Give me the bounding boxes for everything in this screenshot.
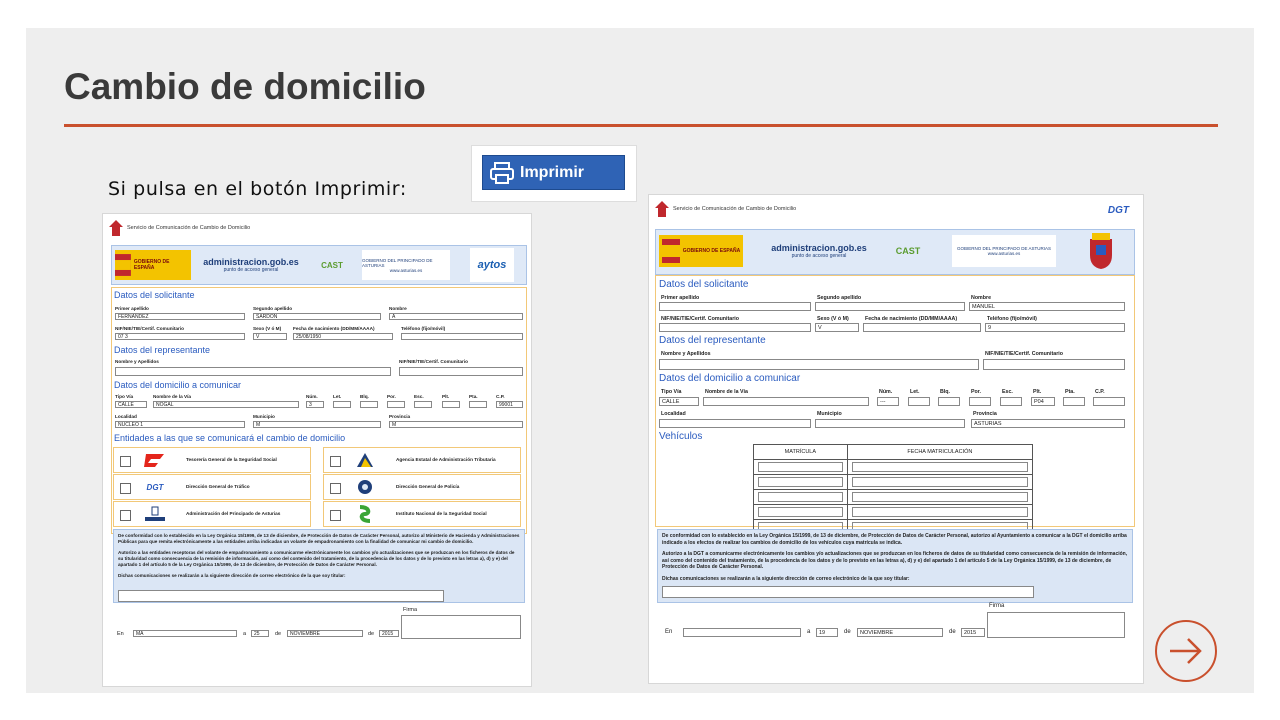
let-field[interactable] xyxy=(908,397,930,406)
logo-gobierno: GOBIERNO DE ESPAÑA xyxy=(115,250,191,280)
title-divider xyxy=(64,124,1218,127)
representante-nif-field[interactable] xyxy=(983,359,1125,370)
dia-field[interactable]: 19 xyxy=(816,628,838,637)
provincia-field[interactable]: M xyxy=(389,421,523,428)
table-row xyxy=(754,475,1033,490)
section-representante: Datos del representante xyxy=(114,345,211,355)
municipal-shield-icon xyxy=(1084,232,1118,270)
legal-consent-box xyxy=(657,529,1133,603)
fecha-nacimiento-field[interactable]: 25/08/1950 xyxy=(293,333,393,340)
dia-field[interactable]: 25 xyxy=(251,630,269,637)
logo-asturias: GOBIERNO DEL PRINCIPADO DE ASTURIAS www.asturias.es xyxy=(952,235,1056,267)
cp-field[interactable]: 99001 xyxy=(496,401,523,408)
label-por: Por. xyxy=(971,389,982,395)
label-fecha-nacimiento: Fecha de nacimiento (DD/MM/AAAA) xyxy=(293,326,375,331)
label-primer-apellido: Primer apellido xyxy=(661,295,700,301)
table-row xyxy=(754,505,1033,520)
label-num: Núm. xyxy=(879,389,893,395)
coat-of-arms-icon xyxy=(662,239,680,263)
logo-aytos: aytos xyxy=(470,248,514,282)
municipio-field[interactable] xyxy=(815,419,965,428)
segundo-apellido-field[interactable]: SARDON xyxy=(253,313,381,320)
firma-box[interactable] xyxy=(401,615,521,639)
entity-name: Administración del Principado de Asturias xyxy=(186,511,281,516)
label-nombre-via: Nombre de la Vía xyxy=(153,394,192,399)
label-a: a xyxy=(243,631,247,637)
pta-field[interactable] xyxy=(469,401,487,408)
label-telefono: Teléfono (fijo/móvil) xyxy=(987,316,1037,322)
let-field[interactable] xyxy=(333,401,351,408)
label-blq: Blq. xyxy=(940,389,951,395)
lugar-field[interactable]: MA xyxy=(133,630,237,637)
policia-logo-icon xyxy=(352,478,378,496)
nombre-via-field[interactable] xyxy=(703,397,869,406)
tipo-via-field[interactable]: CALLE xyxy=(659,397,699,406)
intro-text: Si pulsa en el botón Imprimir: xyxy=(108,178,407,200)
vehiculos-table xyxy=(753,444,1033,535)
logo-cast: CAST xyxy=(312,250,352,280)
inss-logo-icon xyxy=(352,505,378,523)
label-nombre-apellidos: Nombre y Apellidos xyxy=(115,359,159,364)
primer-apellido-field[interactable] xyxy=(659,302,811,311)
nombre-via-field[interactable]: NOGAL xyxy=(153,401,299,408)
por-field[interactable] xyxy=(387,401,405,408)
esc-field[interactable] xyxy=(414,401,432,408)
mes-field[interactable]: NOVIEMBRE xyxy=(287,630,363,637)
section-solicitante: Datos del solicitante xyxy=(659,279,749,290)
legal-text: Autorizo a las entidades receptoras del volante de empadronamiento a comunicarme electrónicamente los cambios y/o actualizaciones que se produzcan en los ficheros de datos de su titularidad como consecuencia de la remisión de información, así como del contenido del tratamiento, de la procedencia de los datos y de lo previsto en las letras a), d) y e) del apartado 1 del artículo 5 de la Ley Orgánica 15/1999, de 13 de diciembre, de Protección de Datos de Carácter Personal. xyxy=(118,550,515,567)
form-header-text: Servicio de Comunicación de Cambio de Domicilio xyxy=(127,225,251,231)
entity-row xyxy=(113,501,311,527)
lugar-field[interactable] xyxy=(683,628,801,637)
label-tipo-via: Tipo Vía xyxy=(661,389,682,395)
label-de: de xyxy=(275,631,282,637)
matricula-field[interactable] xyxy=(758,477,843,487)
arrow-right-icon xyxy=(1168,637,1204,665)
logo-banner xyxy=(111,245,527,285)
entity-checkbox[interactable] xyxy=(330,510,341,521)
form-header xyxy=(655,201,796,217)
label-nombre: Nombre xyxy=(389,306,407,311)
firma-box[interactable] xyxy=(987,612,1125,638)
entity-name: Dirección General de Policía xyxy=(396,484,460,489)
matricula-field[interactable] xyxy=(758,492,843,502)
entity-checkbox[interactable] xyxy=(330,456,341,467)
entity-row xyxy=(113,474,311,500)
tipo-via-field[interactable]: CALLE xyxy=(115,401,147,408)
legal-consent-box xyxy=(113,529,525,603)
matricula-field[interactable] xyxy=(758,507,843,517)
form-preview-right xyxy=(648,194,1144,684)
dgt-logo: DGT xyxy=(1107,205,1129,216)
label-a: a xyxy=(807,629,811,635)
label-nombre-apellidos: Nombre y Apellidos xyxy=(661,351,711,357)
nif-field[interactable] xyxy=(659,323,811,332)
representante-nif-field[interactable] xyxy=(399,367,523,376)
label-plt: Plt. xyxy=(1033,389,1042,395)
nombre-field[interactable]: MANUEL xyxy=(969,302,1125,311)
section-solicitante: Datos del solicitante xyxy=(114,290,195,300)
plt-field[interactable] xyxy=(442,401,460,408)
matricula-field[interactable] xyxy=(758,462,843,472)
entity-row xyxy=(323,447,521,473)
fecha-matriculacion-field[interactable] xyxy=(852,507,1028,517)
section-vehiculos: Vehículos xyxy=(659,431,703,442)
coat-of-arms-icon xyxy=(115,254,131,276)
label-en: En xyxy=(117,631,124,637)
col-fecha-matriculacion: FECHA MATRICULACIÓN xyxy=(847,445,1032,460)
municipio-field[interactable]: M xyxy=(253,421,381,428)
label-firma: Firma xyxy=(403,607,418,613)
table-row xyxy=(754,460,1033,475)
label-num: Núm. xyxy=(306,394,318,399)
nombre-field[interactable]: A xyxy=(389,313,523,320)
label-de: de xyxy=(949,629,956,635)
label-localidad: Localidad xyxy=(115,414,137,419)
entity-name: Tesorería General de la Seguridad Social xyxy=(186,457,277,462)
nif-field[interactable]: 07 3 xyxy=(115,333,245,340)
legal-text: De conformidad con lo establecido en la Ley Orgánica 15/1999, de 13 de diciembre, de Protección de Datos de Carácter Personal, autorizo al Ministerio de Hacienda y Administraciones Públicas para que remita electrónicamente a las entidades arriba indicadas un volante de empadronamiento con la finalidad de comunicar mi cambio de domicilio. xyxy=(118,533,520,544)
entity-checkbox[interactable] xyxy=(330,483,341,494)
house-logo-icon xyxy=(655,201,669,217)
entity-checkbox[interactable] xyxy=(120,456,131,467)
label-nif: NIF/NIE/TIE/Certif. Comunitario xyxy=(115,326,185,331)
section-domicilio: Datos del domicilio a comunicar xyxy=(114,380,242,390)
email-field[interactable] xyxy=(118,590,444,602)
provincia-field[interactable]: ASTURIAS xyxy=(971,419,1125,428)
fecha-matriculacion-field[interactable] xyxy=(852,477,1028,487)
logo-banner xyxy=(655,229,1135,275)
col-matricula: MATRÍCULA xyxy=(754,445,848,460)
representante-nombre-field[interactable] xyxy=(115,367,391,376)
slide-title: Cambio de domicilio xyxy=(64,66,426,107)
print-button[interactable] xyxy=(482,155,625,190)
label-telefono: Teléfono (fijo/móvil) xyxy=(401,326,446,331)
dgt-logo-icon: DGT xyxy=(146,482,164,492)
blq-field[interactable] xyxy=(360,401,378,408)
print-button-screenshot xyxy=(471,145,637,202)
form-header xyxy=(109,220,250,236)
label-let: Let. xyxy=(910,389,920,395)
label-tipo-via: Tipo Vía xyxy=(115,394,134,399)
telefono-field[interactable] xyxy=(401,333,523,340)
num-field[interactable]: --- xyxy=(877,397,899,406)
label-firma: Firma xyxy=(989,603,1005,609)
fecha-nacimiento-field[interactable] xyxy=(863,323,981,332)
label-de: de xyxy=(368,631,375,637)
representante-nombre-field[interactable] xyxy=(659,359,979,370)
label-municipio: Municipio xyxy=(253,414,275,419)
label-provincia: Provincia xyxy=(973,411,997,417)
print-button-label: Imprimir xyxy=(520,163,585,181)
label-esc: Esc. xyxy=(1002,389,1013,395)
label-pta: Pta. xyxy=(1065,389,1075,395)
form-header-text: Servicio de Comunicación de Cambio de Domicilio xyxy=(673,206,797,212)
logo-cast: CAST xyxy=(888,235,928,267)
cp-field[interactable] xyxy=(1093,397,1125,406)
telefono-field[interactable]: 9 xyxy=(985,323,1125,332)
label-primer-apellido: Primer apellido xyxy=(115,306,149,311)
mes-field[interactable]: NOVIEMBRE xyxy=(857,628,943,637)
aeat-logo-icon xyxy=(352,451,378,469)
label-en: En xyxy=(665,629,673,635)
label-municipio: Municipio xyxy=(817,411,842,417)
email-field[interactable] xyxy=(662,586,1034,598)
legal-text: Autorizo a la DGT a comunicarme electrónicamente los cambios y/o actualizaciones que se produzcan en los ficheros de datos de su titularidad como consecuencia de la remisión de información, así como del contenido del tratamiento, de la procedencia de los datos y de lo previsto en las letras a), d) y e) del apartado 1 del artículo 5 de la Ley Orgánica 15/1999, de 13 de diciembre, de Protección de Datos de Carácter Personal. xyxy=(662,551,1128,570)
esc-field[interactable] xyxy=(1000,397,1022,406)
label-nombre: Nombre xyxy=(971,295,992,301)
sexo-field[interactable]: V xyxy=(815,323,859,332)
primer-apellido-field[interactable]: FERNANDEZ xyxy=(115,313,245,320)
label-nombre-via: Nombre de la Vía xyxy=(705,389,748,395)
label-nif: NIF/NIE/TIE/Certif. Comunitario xyxy=(661,316,739,322)
entity-name: Dirección General de Tráfico xyxy=(186,484,250,489)
label-por: Por. xyxy=(387,394,396,399)
table-row xyxy=(754,490,1033,505)
por-field[interactable] xyxy=(969,397,991,406)
entity-row xyxy=(323,474,521,500)
label-cp: C.P. xyxy=(1095,389,1105,395)
label-esc: Esc. xyxy=(414,394,424,399)
entity-name: Instituto Nacional de la Seguridad Social xyxy=(396,511,487,516)
anio-field[interactable]: 2015 xyxy=(961,628,985,637)
section-entidades: Entidades a las que se comunicará el cambio de domicilio xyxy=(114,433,346,443)
label-pta: Pta. xyxy=(469,394,478,399)
entity-row xyxy=(113,447,311,473)
label-cp: C.P. xyxy=(496,394,505,399)
localidad-field[interactable] xyxy=(659,419,811,428)
label-nif-representante: NIF/NIE/TIE/Certif. Comunitario xyxy=(399,359,469,364)
label-localidad: Localidad xyxy=(661,411,686,417)
label-let: Let. xyxy=(333,394,342,399)
entity-row xyxy=(323,501,521,527)
legal-text: Dichas comunicaciones se realizarán a la siguiente dirección de correo electrónico de la que soy titular: xyxy=(662,575,910,582)
section-domicilio: Datos del domicilio a comunicar xyxy=(659,373,801,384)
segundo-apellido-field[interactable] xyxy=(815,302,965,311)
blq-field[interactable] xyxy=(938,397,960,406)
anio-field[interactable]: 2015 xyxy=(379,630,399,637)
label-sexo: Sexo (V ó M) xyxy=(253,326,282,331)
num-field[interactable]: 3 xyxy=(306,401,324,408)
label-segundo-apellido: Segundo apellido xyxy=(817,295,862,301)
entity-checkbox[interactable] xyxy=(120,483,131,494)
logo-asturias: GOBIERNO DEL PRINCIPADO DE ASTURIAS www.asturias.es xyxy=(362,250,450,280)
fecha-matriculacion-field[interactable] xyxy=(852,492,1028,502)
logo-administracion: administracion.gob.es punto de acceso general xyxy=(764,235,874,267)
asturias-logo-icon xyxy=(142,505,168,523)
label-provincia: Provincia xyxy=(389,414,411,419)
localidad-field[interactable]: NUCLEO 1 xyxy=(115,421,245,428)
label-sexo: Sexo (V ó M) xyxy=(817,316,849,322)
legal-text: De conformidad con lo establecido en la Ley Orgánica 15/1999, de 13 de diciembre, de Protección de Datos de Carácter Personal, autorizo al Ayuntamiento a comunicar a la DGT el domicilio arriba indicado a los efectos de realizar los cambios de domicilio de los vehículos cuya matrícula se indica. xyxy=(662,533,1127,546)
label-de: de xyxy=(844,629,851,635)
seguridad-social-logo-icon xyxy=(142,451,168,469)
legal-text: Dichas comunicaciones se realizarán a la siguiente dirección de correo electrónico de la que soy titular: xyxy=(118,573,346,578)
label-fecha-nacimiento: Fecha de nacimiento (DD/MM/AAAA) xyxy=(865,316,958,322)
section-representante: Datos del representante xyxy=(659,335,766,346)
label-plt: Plt. xyxy=(442,394,450,399)
form-preview-left xyxy=(102,213,532,687)
label-nif-representante: NIF/NIE/TIE/Certif. Comunitario xyxy=(985,351,1063,357)
printer-icon xyxy=(489,162,515,184)
logo-gobierno: GOBIERNO DE ESPAÑA xyxy=(659,235,743,267)
sexo-field[interactable]: V xyxy=(253,333,287,340)
fecha-matriculacion-field[interactable] xyxy=(852,462,1028,472)
entity-name: Agencia Estatal de Administración Tributaria xyxy=(396,457,496,462)
next-slide-button[interactable] xyxy=(1155,620,1217,682)
logo-administracion: administracion.gob.es punto de acceso general xyxy=(196,250,306,280)
pta-field[interactable] xyxy=(1063,397,1085,406)
entity-checkbox[interactable] xyxy=(120,510,131,521)
plt-field[interactable]: P04 xyxy=(1031,397,1055,406)
label-blq: Blq. xyxy=(360,394,369,399)
label-segundo-apellido: Segundo apellido xyxy=(253,306,293,311)
house-logo-icon xyxy=(109,220,123,236)
